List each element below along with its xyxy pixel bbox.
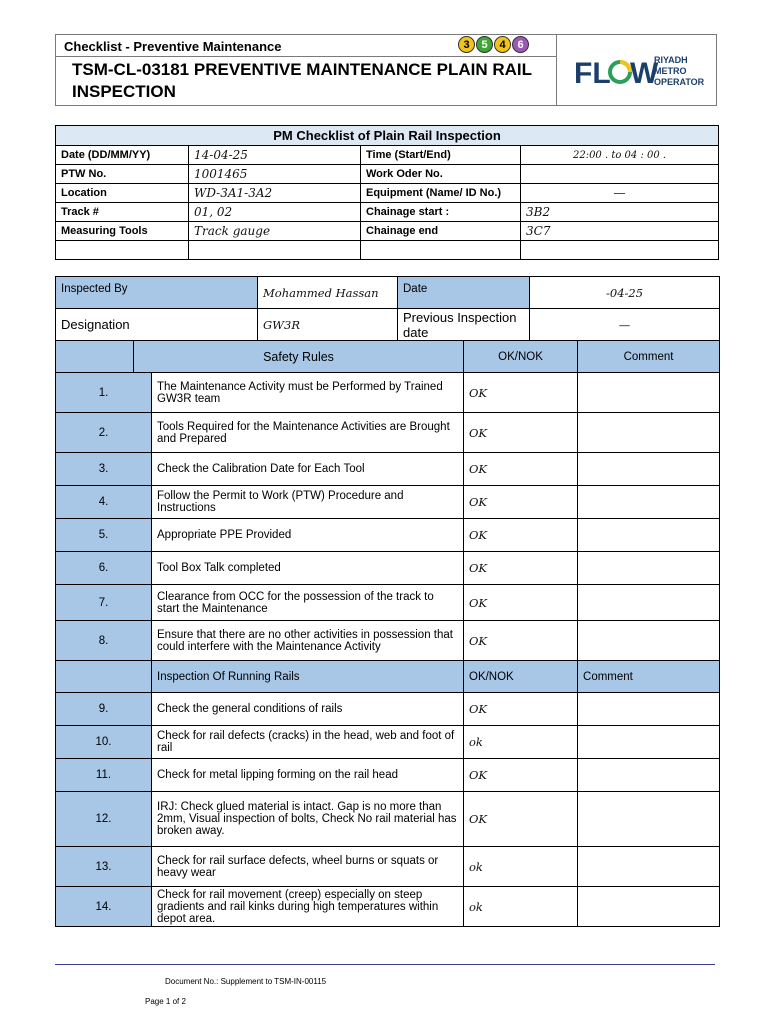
running-rails-header-row	[56, 661, 720, 693]
comment-cell[interactable]	[578, 552, 720, 585]
item-text: Check for rail movement (creep) especially on steep gradients and rail kinks during high temperatures within depot area.	[152, 887, 464, 927]
document-header	[55, 34, 717, 106]
table-row	[56, 792, 720, 847]
empty-header-cell	[56, 661, 152, 693]
running-rails-heading: Inspection Of Running Rails	[152, 661, 464, 693]
document-title: TSM-CL-03181 PREVENTIVE MAINTENANCE PLAIN RAIL INSPECTION	[72, 60, 532, 101]
item-text: IRJ: Check glued material is intact. Gap is no more than 2mm, Visual inspection of bolts, Check No rail material has broken away.	[152, 792, 464, 847]
ok-value[interactable]: OK	[464, 486, 578, 519]
empty-cell	[56, 241, 189, 260]
table-row	[56, 309, 720, 341]
measuring-tools-value[interactable]: Track gauge	[189, 222, 361, 241]
comment-cell[interactable]	[578, 486, 720, 519]
ok-value[interactable]: OK	[464, 621, 578, 661]
comment-cell[interactable]	[578, 453, 720, 486]
line-badges	[458, 36, 529, 53]
chainage-start-value[interactable]: 3B2	[521, 203, 719, 222]
table-row	[56, 887, 720, 927]
empty-cell	[361, 241, 521, 260]
ok-value[interactable]: ok	[464, 887, 578, 927]
ok-value[interactable]: OK	[464, 759, 578, 792]
inspected-by-label: Inspected By	[56, 277, 258, 309]
ok-value[interactable]: ok	[464, 726, 578, 759]
inspection-date-value[interactable]: -04-25	[530, 277, 720, 309]
track-value[interactable]: 01, 02	[189, 203, 361, 222]
ptw-value[interactable]: 1001465	[189, 165, 361, 184]
empty-header-cell	[56, 341, 134, 373]
item-number: 4.	[56, 486, 152, 519]
footer-divider	[55, 964, 715, 965]
item-number: 11.	[56, 759, 152, 792]
line-badge-4: 6	[512, 36, 529, 53]
time-label: Time (Start/End)	[361, 146, 521, 165]
item-number: 7.	[56, 585, 152, 621]
table-row	[56, 184, 719, 203]
date-value[interactable]: 14-04-25	[189, 146, 361, 165]
chainage-end-value[interactable]: 3C7	[521, 222, 719, 241]
ok-value[interactable]: OK	[464, 585, 578, 621]
comment-cell[interactable]	[578, 726, 720, 759]
table-row	[56, 585, 720, 621]
location-value[interactable]: WD-3A1-3A2	[189, 184, 361, 203]
empty-cell[interactable]	[189, 241, 361, 260]
work-order-value[interactable]	[521, 165, 719, 184]
table-row	[56, 146, 719, 165]
company-logo	[556, 35, 718, 105]
item-number: 12.	[56, 792, 152, 847]
item-text: Tools Required for the Maintenance Activities are Brought and Prepared	[152, 413, 464, 453]
pm-checklist-table	[55, 125, 719, 260]
designation-value[interactable]: GW3R	[258, 309, 398, 341]
logo-subtext: RIYADH METRO OPERATOR	[654, 55, 705, 87]
table-row	[56, 621, 720, 661]
item-number: 14.	[56, 887, 152, 927]
ok-value[interactable]: OK	[464, 693, 578, 726]
table-row	[56, 165, 719, 184]
work-order-label: Work Oder No.	[361, 165, 521, 184]
ptw-label: PTW No.	[56, 165, 189, 184]
item-number: 6.	[56, 552, 152, 585]
ok-value[interactable]: OK	[464, 519, 578, 552]
svg-text:W: W	[630, 57, 659, 90]
safety-rules-heading: Safety Rules	[134, 341, 464, 373]
previous-inspection-label: Previous Inspection date	[398, 309, 530, 341]
table-row	[56, 222, 719, 241]
item-text: Tool Box Talk completed	[152, 552, 464, 585]
chainage-end-label: Chainage end	[361, 222, 521, 241]
ok-value[interactable]: OK	[464, 373, 578, 413]
item-number: 9.	[56, 693, 152, 726]
item-number: 13.	[56, 847, 152, 887]
item-text: Check the general conditions of rails	[152, 693, 464, 726]
header-title-column	[56, 35, 557, 105]
table-row	[56, 241, 719, 260]
item-number: 1.	[56, 373, 152, 413]
comment-cell[interactable]	[578, 693, 720, 726]
empty-cell[interactable]	[521, 241, 719, 260]
comment-cell[interactable]	[578, 759, 720, 792]
comment-cell[interactable]	[578, 519, 720, 552]
table-row	[56, 552, 720, 585]
table-row	[56, 847, 720, 887]
item-text: Check for metal lipping forming on the rail head	[152, 759, 464, 792]
item-number: 3.	[56, 453, 152, 486]
ok-nok-header: OK/NOK	[464, 341, 578, 373]
ok-value[interactable]: OK	[464, 453, 578, 486]
item-number: 8.	[56, 621, 152, 661]
date-label: Date (DD/MM/YY)	[56, 146, 189, 165]
line-badge-1: 3	[458, 36, 475, 53]
comment-cell[interactable]	[578, 413, 720, 453]
table-row	[56, 277, 720, 309]
comment-cell[interactable]	[578, 847, 720, 887]
item-number: 5.	[56, 519, 152, 552]
table-row	[56, 693, 720, 726]
item-text: Check the Calibration Date for Each Tool	[152, 453, 464, 486]
inspected-by-value[interactable]: Mohammed Hassan	[258, 277, 398, 309]
item-text: Check for rail surface defects, wheel burns or squats or heavy wear	[152, 847, 464, 887]
ok-value[interactable]: OK	[464, 552, 578, 585]
table-row	[56, 413, 720, 453]
table-row	[56, 203, 719, 222]
time-value[interactable]: 22:00 . to 04 : 00 .	[521, 146, 719, 165]
item-text: Ensure that there are no other activities in possession that could interfere with the Maintenance Activity	[152, 621, 464, 661]
item-number: 2.	[56, 413, 152, 453]
flow-logo-icon	[574, 53, 659, 90]
pm-table-heading: PM Checklist of Plain Rail Inspection	[56, 126, 719, 146]
measuring-tools-label: Measuring Tools	[56, 222, 189, 241]
equipment-value[interactable]: —	[521, 184, 719, 203]
item-text: Appropriate PPE Provided	[152, 519, 464, 552]
ok-nok-header: OK/NOK	[464, 661, 578, 693]
equipment-label: Equipment (Name/ ID No.)	[361, 184, 521, 203]
comment-header: Comment	[578, 341, 720, 373]
table-row	[56, 486, 720, 519]
table-row	[56, 759, 720, 792]
ok-value[interactable]: ok	[464, 847, 578, 887]
line-badge-2: 5	[476, 36, 493, 53]
comment-cell[interactable]	[578, 373, 720, 413]
track-label: Track #	[56, 203, 189, 222]
document-subtitle: Checklist - Preventive Maintenance	[64, 39, 282, 54]
comment-header: Comment	[578, 661, 720, 693]
table-row	[56, 373, 720, 413]
item-text: Clearance from OCC for the possession of the track to start the Maintenance	[152, 585, 464, 621]
chainage-start-label: Chainage start :	[361, 203, 521, 222]
document-number: Document No.: Supplement to TSM-IN-00115	[165, 977, 327, 986]
ok-value[interactable]: OK	[464, 792, 578, 847]
table-row	[56, 519, 720, 552]
line-badge-3: 4	[494, 36, 511, 53]
ok-value[interactable]: OK	[464, 413, 578, 453]
previous-inspection-value[interactable]: —	[530, 309, 720, 341]
item-text: Follow the Permit to Work (PTW) Procedure and Instructions	[152, 486, 464, 519]
location-label: Location	[56, 184, 189, 203]
item-text: Check for rail defects (cracks) in the head, web and foot of rail	[152, 726, 464, 759]
safety-header-row	[56, 341, 720, 373]
date-label: Date	[398, 277, 530, 309]
comment-cell[interactable]	[578, 621, 720, 661]
comment-cell[interactable]	[578, 585, 720, 621]
table-row	[56, 453, 720, 486]
designation-label: Designation	[56, 309, 258, 341]
page-number: Page 1 of 2	[145, 997, 186, 1006]
item-text: The Maintenance Activity must be Performed by Trained GW3R team	[152, 373, 464, 413]
item-number: 10.	[56, 726, 152, 759]
comment-cell[interactable]	[578, 792, 720, 847]
comment-cell[interactable]	[578, 887, 720, 927]
svg-text:FL: FL	[574, 57, 611, 90]
table-row	[56, 726, 720, 759]
inspection-table	[55, 276, 720, 927]
